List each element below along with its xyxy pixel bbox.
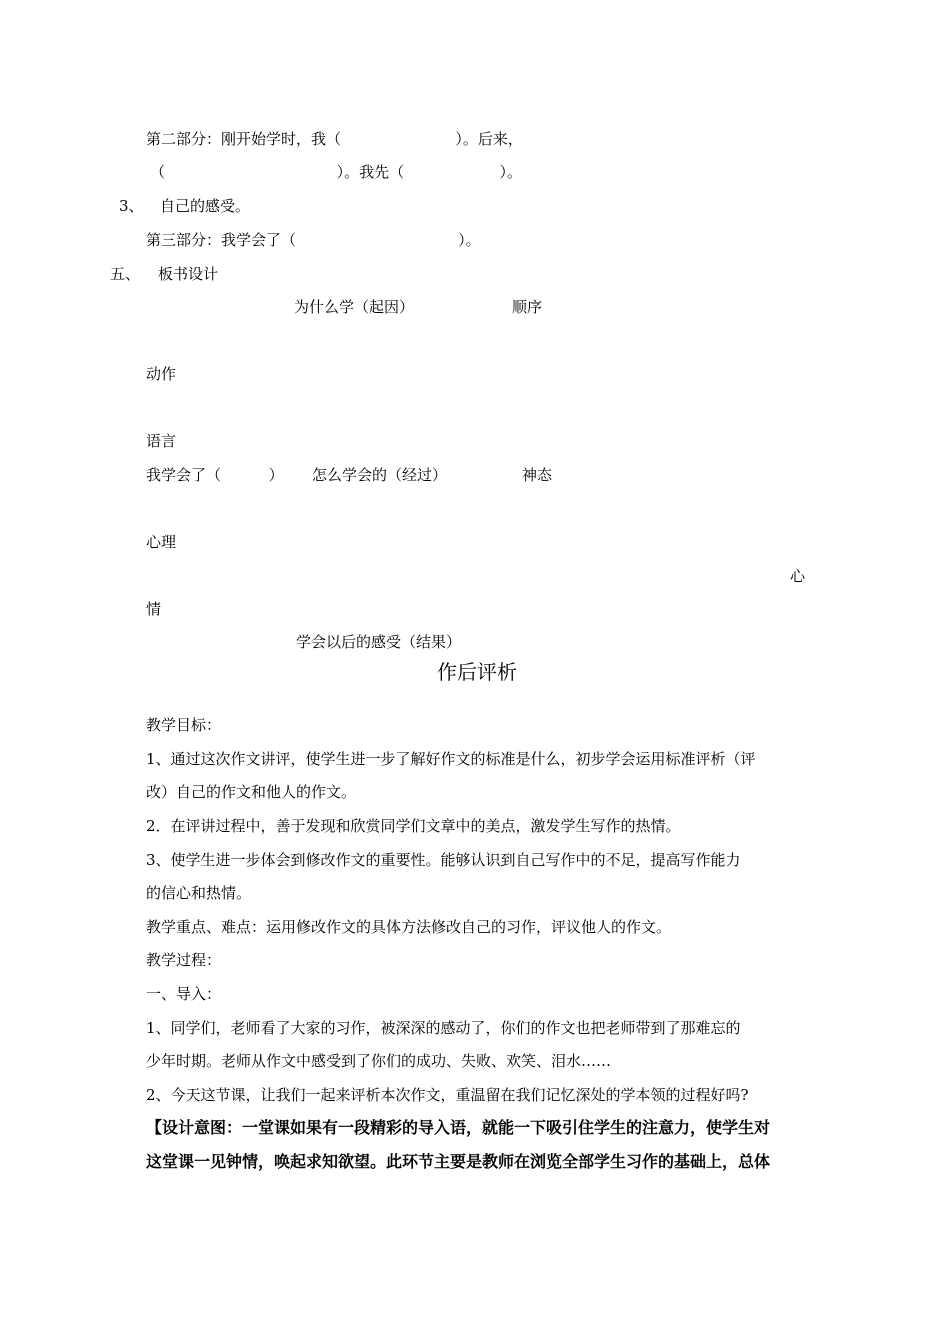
part2-line2: （ ）。我先（ ）。: [150, 163, 523, 181]
board-xin: 心: [790, 567, 806, 585]
board-expression: 神态: [522, 466, 553, 484]
section5-number: 五、: [110, 265, 141, 283]
step1-item1-line1: 1、同学们，老师看了大家的习作，被深深的感动了，你们的作文也把老师带到了那难忘的: [146, 1019, 741, 1037]
step1-item2: 2、今天这节课，让我们一起来评析本次作文，重温留在我们记忆深处的学本领的过程好吗?: [146, 1086, 749, 1104]
goal2: 2．在评讲过程中，善于发现和欣赏同学们文章中的美点，激发学生写作的热情。: [146, 817, 681, 835]
board-learned: 我学会了（ ）: [146, 466, 284, 484]
review-title: 作后评析: [437, 660, 517, 684]
part2-line1: 第二部分：刚开始学时，我（ ）。后来，: [146, 130, 523, 148]
process-heading: 教学过程：: [146, 951, 222, 969]
design-intent-line2: 这堂课一见钟情，唤起求知欲望。此环节主要是教师在浏览全部学生习作的基础上，总体: [146, 1152, 771, 1171]
goal3-line2: 的信心和热情。: [146, 884, 252, 902]
board-order: 顺序: [512, 298, 543, 316]
part3-line: 第三部分：我学会了（ ）。: [146, 231, 481, 249]
key-points: 教学重点、难点：运用修改作文的具体方法修改自己的习作，评议他人的作文。: [146, 918, 672, 936]
step1-item1-line2: 少年时期。老师从作文中感受到了你们的成功、失败、欢笑、泪水……: [146, 1052, 612, 1070]
step1-heading: 一、导入：: [146, 985, 222, 1003]
board-after: 学会以后的感受（结果）: [296, 633, 462, 651]
goal1-line2: 改）自己的作文和他人的作文。: [146, 783, 357, 801]
design-intent-line1: 【设计意图：一堂课如果有一段精彩的导入语，就能一下吸引住学生的注意力，使学生对: [146, 1118, 771, 1137]
board-how: 怎么学会的（经过）: [312, 466, 448, 484]
goal1-line1: 1、通过这次作文讲评，使学生进一步了解好作文的标准是什么，初步学会运用标准评析（评: [146, 750, 756, 768]
board-why: 为什么学（起因）: [294, 298, 415, 316]
item3-number: 3、: [119, 197, 144, 215]
goals-heading: 教学目标：: [146, 716, 222, 734]
board-action: 动作: [146, 365, 177, 383]
section5-heading: 板书设计: [158, 265, 219, 283]
board-qing: 情: [146, 600, 162, 618]
item3-text: 自己的感受。: [160, 197, 251, 215]
board-language: 语言: [146, 432, 177, 450]
goal3-line1: 3、使学生进一步体会到修改作文的重要性。能够认识到自己写作中的不足，提高写作能力: [146, 851, 741, 869]
board-mind: 心理: [146, 533, 177, 551]
